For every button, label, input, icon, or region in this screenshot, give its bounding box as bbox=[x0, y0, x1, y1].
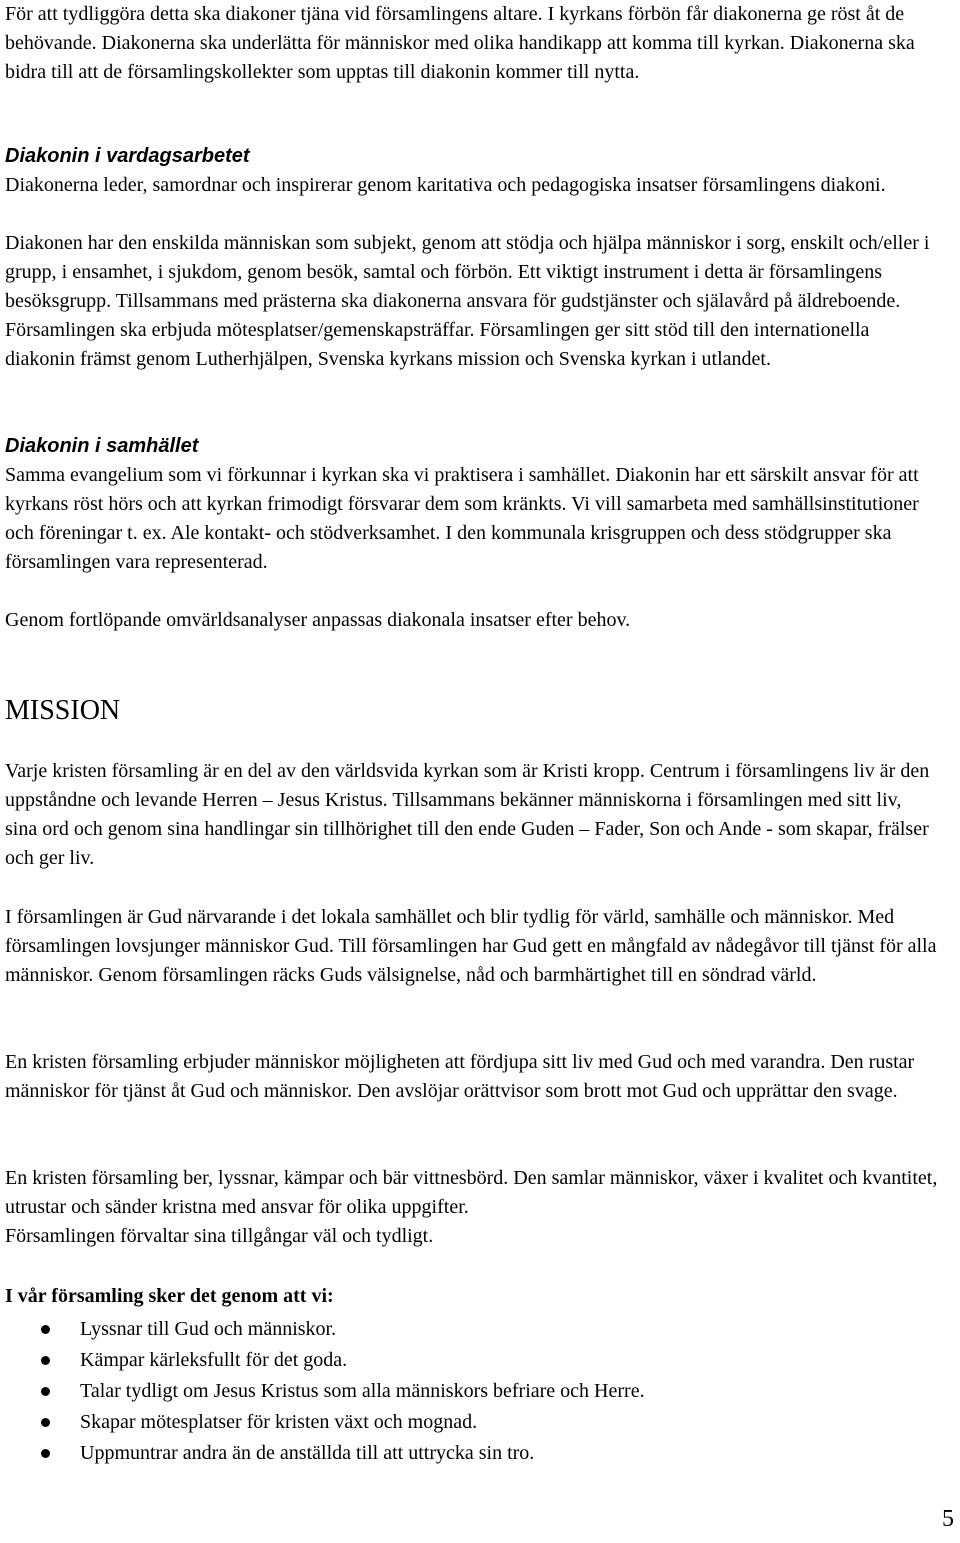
bullet-icon bbox=[41, 1325, 50, 1334]
mission-paragraph-2: I församlingen är Gud närvarande i det lokala samhället och blir tydlig för värld, samhälle och människor. Med församlingen lovsjunger människor Gud. Till församlingen har Gud gett en mångfald av nådegåvor till tjänst för alla människor. Genom församlingen räcks Guds välsignelse, nåd och barmhärtighet till en söndrad värld. bbox=[5, 906, 937, 986]
mission-paragraph-4: En kristen församling ber, lyssnar, kämpar och bär vittnesbörd. Den samlar människor, växer i kvalitet och kvantitet, utrustar och sänder kristna med ansvar för olika uppgifter. bbox=[5, 1167, 938, 1218]
mission-paragraph-3: En kristen församling erbjuder människor möjligheten att fördjupa sitt liv med Gud och med varandra. Den rustar människor för tjänst åt Gud och människor. Den avslöjar orättvisor som brott mot Gud och upprättar den svage. bbox=[5, 1051, 915, 1102]
samhalle-paragraph-2: Genom fortlöpande omvärldsanalyser anpassas diakonala insatser efter behov. bbox=[5, 609, 631, 631]
bullet-list bbox=[5, 1314, 940, 1469]
list-item: Kämpar kärleksfullt för det goda. bbox=[5, 1345, 940, 1376]
list-item: Skapar mötesplatser för kristen växt och mognad. bbox=[5, 1407, 940, 1438]
bullet-icon bbox=[41, 1449, 50, 1458]
list-item: Lyssnar till Gud och människor. bbox=[5, 1314, 940, 1345]
intro-paragraph: För att tydliggöra detta ska diakoner tjäna vid församlingens altare. I kyrkans förbön får diakonerna ge röst åt de behövande. Diakonerna ska underlätta för människor med olika handikapp att komma till kyrkan. Diakonerna ska bidra till att de församlingskollekter som upptas till diakonin kommer till nytta. bbox=[5, 3, 915, 83]
bullet-icon bbox=[41, 1356, 50, 1365]
mission-paragraph-5: Församlingen förvaltar sina tillgångar väl och tydligt. bbox=[5, 1225, 434, 1247]
vardag-paragraph-2: Diakonen har den enskilda människan som subjekt, genom att stödja och hjälpa människor i sorg, enskilt och/eller i grupp, i ensamhet, i sjukdom, genom besök, samtal och förbön. Ett viktigt instrument i detta är församlingens besöksgrupp. Tillsammans med prästerna ska diakonerna ansvara för gudstjänster och själavård på äldreboende. Församlingen ska erbjuda mötesplatser/gemenskapsträffar. Församlingen ger sitt stöd till den internationella diakonin främst genom Lutherhjälpen, Svenska kyrkans mission och Svenska kyrkan i utlandet. bbox=[5, 232, 930, 370]
page-number: 5 bbox=[942, 1506, 954, 1532]
list-heading: I vår församling sker det genom att vi: bbox=[5, 1285, 334, 1307]
samhalle-paragraph-1: Samma evangelium som vi förkunnar i kyrkan ska vi praktisera i samhället. Diakonin har ett särskilt ansvar för att kyrkans röst hörs och att kyrkan frimodigt försvarar dem som kränkts. Vi vill samarbeta med samhällsinstitutioner och föreningar t. ex. Ale kontakt- och stödverksamhet. I den kommunala krisgruppen och dess stödgrupper ska församlingen vara representerad. bbox=[5, 464, 919, 573]
heading-mission: MISSION bbox=[5, 695, 121, 726]
bullet-icon bbox=[41, 1387, 50, 1396]
list-item: Talar tydligt om Jesus Kristus som alla människors befriare och Herre. bbox=[5, 1376, 940, 1407]
heading-vardagsarbetet: Diakonin i vardagsarbetet bbox=[5, 145, 250, 167]
bullet-icon bbox=[41, 1418, 50, 1427]
mission-paragraph-1: Varje kristen församling är en del av den världsvida kyrkan som är Kristi kropp. Centrum i församlingens liv är den uppståndne och levande Herren – Jesus Kristus. Tillsammans bekänner människorna i församlingen med sitt liv, sina ord och genom sina handlingar sin tillhörighet till den ende Guden – Fader, Son och Ande - som skapar, frälser och ger liv. bbox=[5, 760, 930, 869]
vardag-paragraph-1: Diakonerna leder, samordnar och inspirerar genom karitativa och pedagogiska insatser församlingens diakoni. bbox=[5, 174, 886, 196]
list-item: Uppmuntrar andra än de anställda till att uttrycka sin tro. bbox=[5, 1438, 940, 1469]
heading-samhallet: Diakonin i samhället bbox=[5, 435, 199, 457]
